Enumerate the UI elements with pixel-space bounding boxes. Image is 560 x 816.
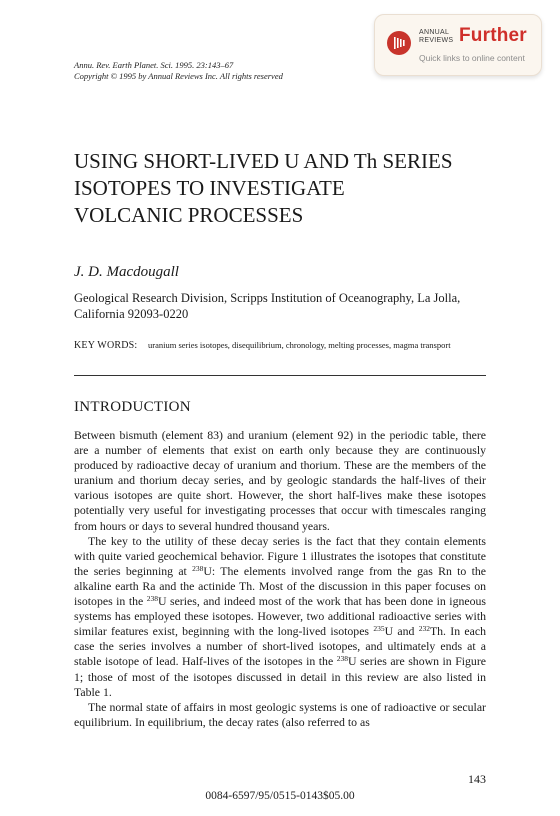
- footer-code: 0084-6597/95/0515-0143$05.00: [205, 790, 355, 802]
- text-run: The key to the utility of these decay series is the fact that they contain elements with quite varied geochemical behavior. Figure 1 illustrates the isotopes that constitute the series beginning at: [74, 533, 486, 578]
- keywords-label: KEY WORDS:: [74, 340, 138, 351]
- title-line: USING SHORT-LIVED U AND Th SERIES: [74, 149, 453, 173]
- banner-further-link[interactable]: Further: [459, 25, 527, 46]
- isotope-mass: 238: [336, 654, 348, 664]
- text-run: Th. In each case the series involves a number of short-lived isotopes, and ultimately ends at a stable isotope of lead. Half-lives of the isotopes in the: [74, 624, 486, 669]
- text-run: U series are shown in Figure 1; those of most of the isotopes discussed in detail in this review are also listed in Table 1.: [74, 654, 486, 699]
- author-affiliation: Geological Research Division, Scripps Institution of Oceanography, La Jolla, California 92093-0220: [74, 291, 461, 321]
- section-heading: INTRODUCTION: [74, 399, 191, 415]
- author-name: J. D. Macdougall: [74, 264, 179, 280]
- banner-line-annual: ANNUAL: [419, 29, 450, 36]
- article-title: [74, 148, 504, 229]
- article-body: [74, 428, 486, 730]
- banner-line-reviews: REVIEWS: [419, 37, 454, 44]
- title-line: ISOTOPES TO INVESTIGATE: [74, 176, 345, 200]
- journal-info: [74, 60, 283, 82]
- keywords-list: uranium series isotopes, disequilibrium, chronology, melting processes, magma transport: [148, 340, 451, 350]
- isotope-mass: 235: [373, 624, 385, 634]
- journal-citation: Annu. Rev. Earth Planet. Sci. 1995. 23:143–67: [74, 60, 234, 70]
- annual-reviews-logo-icon: [387, 31, 411, 55]
- isotope-mass: 232: [418, 624, 430, 634]
- body-paragraph: Between bismuth (element 83) and uranium (element 92) in the periodic table, there are a number of elements that exist on earth only because they are continuously produced by radioactive decay of uranium and thorium. These are the members of the uranium and thorium decay series, and by geologic standards the half-lives of their various isotopes are quite short. However, the short half-lives make these isotopes potentially very useful for investigating processes that occur with timescales ranging from hours or days to several hundred thousand years.: [74, 428, 486, 533]
- isotope-mass: 238: [146, 594, 158, 604]
- section-divider: [74, 375, 486, 376]
- text-run: U and: [384, 624, 419, 639]
- text-run: U series, and indeed most of the work that has been done in igneous systems has employed these isotopes. However, two additional radioactive series with similar features exist, beginning with the long-lived isotopes: [74, 594, 487, 639]
- banner-publisher-label: [419, 29, 453, 45]
- journal-copyright: Copyright © 1995 by Annual Reviews Inc. All rights reserved: [74, 71, 283, 81]
- title-line: VOLCANIC PROCESSES: [74, 203, 304, 227]
- banner-subtitle: Quick links to online content: [419, 53, 525, 63]
- isotope-mass: 238: [192, 563, 204, 573]
- body-paragraph: The normal state of affairs in most geologic systems is one of radioactive or secular equilibrium. In equilibrium, the decay rates (also referred to as: [74, 699, 486, 729]
- text-run: U: The elements involved range from the gas Rn to the alkaline earth Ra and the actinide Th. Most of the discussion in this paper focuses on isotopes in the: [74, 563, 487, 609]
- body-paragraph: [74, 534, 486, 700]
- page-number: 143: [468, 772, 486, 786]
- annual-reviews-further-banner[interactable]: [374, 14, 542, 76]
